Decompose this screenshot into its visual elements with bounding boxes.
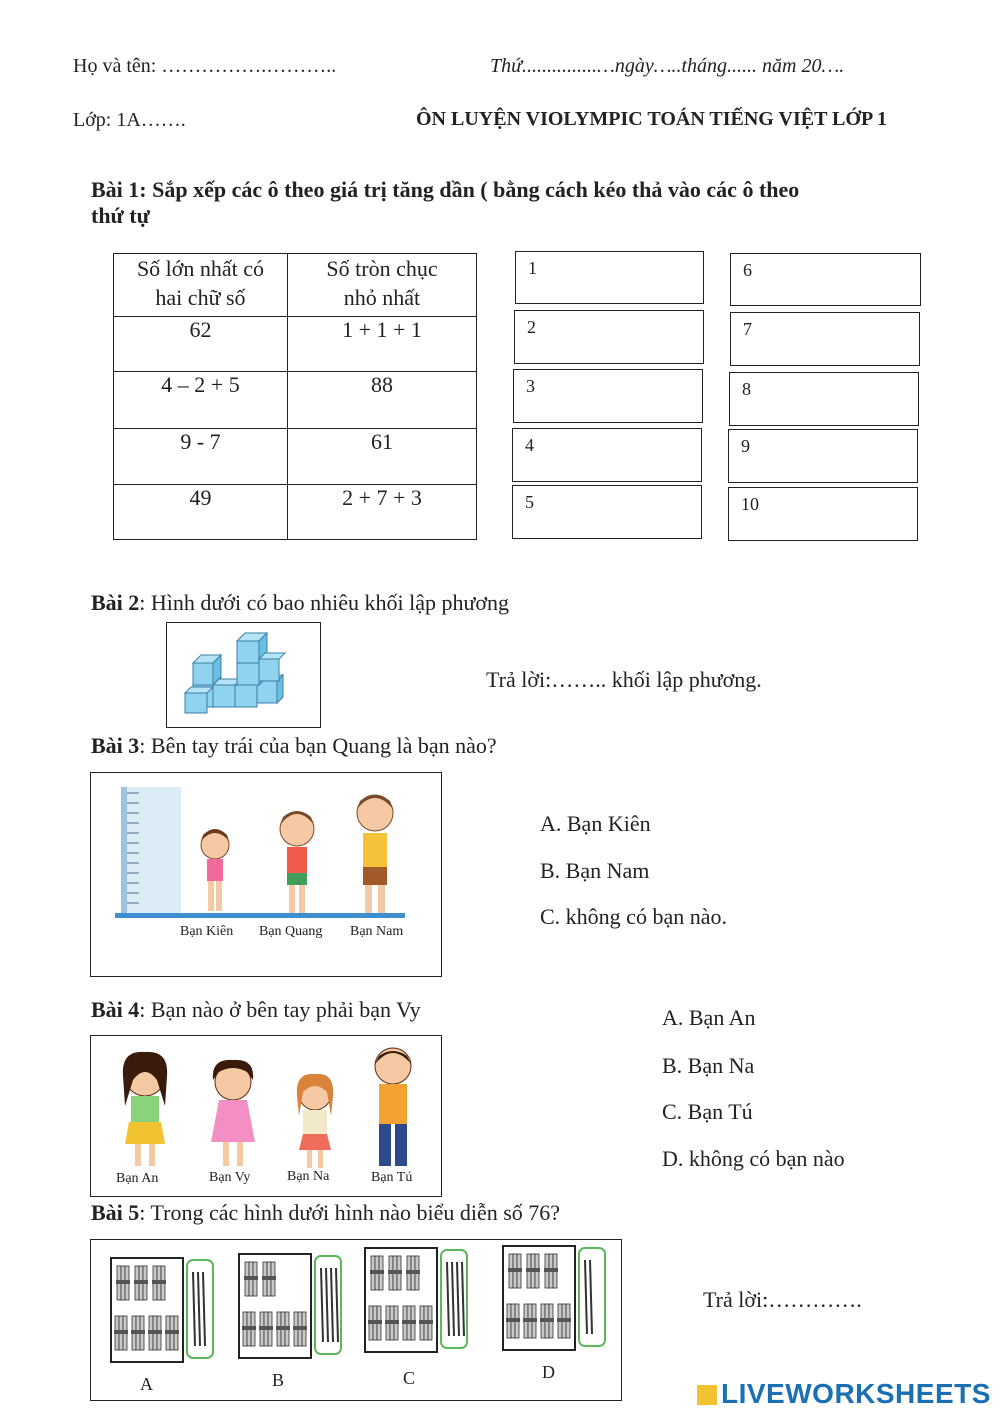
ten-bundle — [148, 1316, 162, 1350]
worksheet-title: ÔN LUYỆN VIOLYMPIC TOÁN TIẾNG VIỆT LỚP 1 — [416, 108, 888, 130]
bai4-option-a[interactable]: A. Bạn An — [662, 1005, 756, 1030]
single-stick — [321, 1268, 323, 1342]
table-header: Số lớn nhất có hai chữ số — [114, 254, 288, 317]
single-stick — [457, 1262, 459, 1336]
bai5-choice-b[interactable]: B — [272, 1370, 285, 1390]
bai1-text: Sắp xếp các ô theo giá trị tăng dần ( bằng cách kéo thả vào các ô theo — [152, 177, 800, 202]
drag-tile[interactable]: 1 + 1 + 1 — [288, 317, 477, 372]
ten-bundle — [293, 1312, 307, 1346]
bai3-image-frame — [90, 772, 442, 977]
single-stick — [447, 1262, 449, 1336]
bai1-value-table — [113, 253, 477, 540]
bai4-option-c[interactable]: C. Bạn Tú — [662, 1099, 753, 1124]
single-stick — [193, 1272, 195, 1346]
single-stick — [336, 1268, 338, 1342]
drop-slot-9[interactable]: 9 — [728, 429, 918, 483]
single-stick — [203, 1272, 205, 1346]
kid-tu-figure — [375, 1048, 411, 1166]
ten-bundle — [370, 1256, 384, 1290]
kid-kien-figure — [201, 829, 229, 911]
bai2-label: Bài 2 — [91, 590, 140, 615]
liveworksheets-logo: LIVEWORKSHEETS — [697, 1378, 991, 1410]
bai2-text: : Hình dưới có bao nhiêu khối lập phương — [139, 590, 510, 615]
name-field-label: Họ và tên: …………….……….. — [73, 55, 337, 77]
drag-tile[interactable]: 2 + 7 + 3 — [288, 485, 477, 540]
bai4-option-d[interactable]: D. không có bạn nào — [662, 1146, 845, 1171]
ten-bundle — [540, 1304, 554, 1338]
single-stick — [590, 1260, 592, 1334]
bai4-question — [91, 997, 421, 1023]
bai1-question — [91, 177, 971, 229]
ten-bundle — [114, 1316, 128, 1350]
ten-bundle — [134, 1266, 148, 1300]
ten-bundle — [544, 1254, 558, 1288]
bai2-answer-line: Trả lời:…….. khối lập phương. — [486, 667, 762, 692]
drop-slot-6[interactable]: 6 — [730, 253, 921, 306]
drag-tile[interactable]: 9 - 7 — [114, 429, 288, 485]
kid-an-figure — [123, 1052, 167, 1166]
ten-bundle — [244, 1262, 258, 1296]
ten-bundle — [152, 1266, 166, 1300]
ten-bundle — [557, 1304, 571, 1338]
ten-bundle — [402, 1306, 416, 1340]
bai3-label: Bài 3 — [91, 733, 140, 758]
kid-quang-figure — [280, 811, 314, 913]
bai4-name-vy: Bạn Vy — [209, 1170, 251, 1185]
four-kids-illustration — [91, 1036, 441, 1176]
ten-bundle — [259, 1312, 273, 1346]
drop-slot-8[interactable]: 8 — [729, 372, 919, 426]
ten-bundle — [368, 1306, 382, 1340]
drag-tile[interactable]: 49 — [114, 485, 288, 540]
bai3-name-nam: Bạn Nam — [350, 924, 404, 939]
bai3-text: : Bên tay trái của bạn Quang là bạn nào? — [139, 733, 497, 758]
bai3-name-kien: Bạn Kiên — [180, 924, 234, 939]
ten-bundle — [508, 1254, 522, 1288]
single-stick — [462, 1262, 464, 1336]
date-field-label: Thứ...............…ngày…..tháng...... năm 20…. — [490, 55, 845, 77]
drag-tile[interactable]: 62 — [114, 317, 288, 372]
bai5-text: : Trong các hình dưới hình nào biểu diễn số 76? — [139, 1200, 561, 1225]
ten-bundle — [506, 1304, 520, 1338]
drop-slot-5[interactable]: 5 — [512, 485, 702, 539]
drag-tile[interactable]: 4 – 2 + 5 — [114, 372, 288, 429]
class-field-label: Lớp: 1A……. — [73, 109, 186, 131]
single-stick — [198, 1272, 200, 1346]
bai5-answer-line: Trả lời:…………. — [703, 1287, 862, 1312]
single-stick — [452, 1262, 454, 1336]
drag-tile[interactable]: 61 — [288, 429, 477, 485]
bai4-name-tu: Bạn Tú — [371, 1170, 413, 1185]
ten-bundle — [385, 1306, 399, 1340]
ten-bundle — [242, 1312, 256, 1346]
ten-bundle — [131, 1316, 145, 1350]
bai3-option-c[interactable]: C. không có bạn nào. — [540, 904, 727, 929]
bai4-image-frame — [90, 1035, 442, 1197]
drop-slot-3[interactable]: 3 — [513, 369, 703, 423]
drop-slot-2[interactable]: 2 — [514, 310, 704, 364]
bai4-name-an: Bạn An — [116, 1171, 159, 1186]
ten-bundle — [419, 1306, 433, 1340]
bai5-image-frame — [90, 1239, 622, 1401]
drop-slot-7[interactable]: 7 — [730, 312, 920, 366]
single-stick — [585, 1260, 587, 1334]
kid-na-figure — [297, 1074, 333, 1168]
single-stick — [326, 1268, 328, 1342]
bai5-label: Bài 5 — [91, 1200, 140, 1225]
bai3-name-quang: Bạn Quang — [259, 924, 323, 939]
table-header: Số tròn chục nhỏ nhất — [288, 254, 477, 317]
bai4-label: Bài 4 — [91, 997, 140, 1022]
cubes-image — [167, 623, 320, 727]
ten-bundle — [116, 1266, 130, 1300]
ten-bundle — [523, 1304, 537, 1338]
bai1-label: Bài 1: — [91, 177, 147, 202]
ten-bundle — [262, 1262, 276, 1296]
bai3-option-a[interactable]: A. Bạn Kiên — [540, 811, 651, 836]
height-chart-illustration — [91, 773, 441, 933]
bai4-option-b[interactable]: B. Bạn Na — [662, 1053, 755, 1078]
bai4-name-na: Bạn Na — [287, 1169, 330, 1184]
logo-icon — [697, 1385, 717, 1405]
bai1-text-line2: thứ tự — [91, 203, 150, 228]
bai5-choice-d[interactable]: D — [542, 1362, 555, 1382]
bai3-option-b[interactable]: B. Bạn Nam — [540, 858, 650, 883]
ten-bundle — [388, 1256, 402, 1290]
bai2-question — [91, 590, 509, 616]
bai5-question — [91, 1200, 560, 1226]
drop-slot-10[interactable]: 10 — [728, 487, 918, 541]
drop-slot-4[interactable]: 4 — [512, 428, 702, 482]
ten-bundle — [526, 1254, 540, 1288]
bai3-question — [91, 733, 497, 759]
ten-bundle — [165, 1316, 179, 1350]
bai5-choice-a[interactable]: A — [140, 1374, 153, 1394]
single-stick — [331, 1268, 333, 1342]
kid-vy-figure — [211, 1060, 255, 1166]
ten-bundle — [406, 1256, 420, 1290]
kid-nam-figure — [357, 795, 393, 913]
drag-tile[interactable]: 88 — [288, 372, 477, 429]
drop-slot-1[interactable]: 1 — [515, 251, 704, 304]
ten-bundle — [276, 1312, 290, 1346]
cubes-image-frame — [166, 622, 321, 728]
bai5-choice-c[interactable]: C — [403, 1368, 416, 1388]
bai4-text: : Bạn nào ở bên tay phải bạn Vy — [139, 997, 421, 1022]
